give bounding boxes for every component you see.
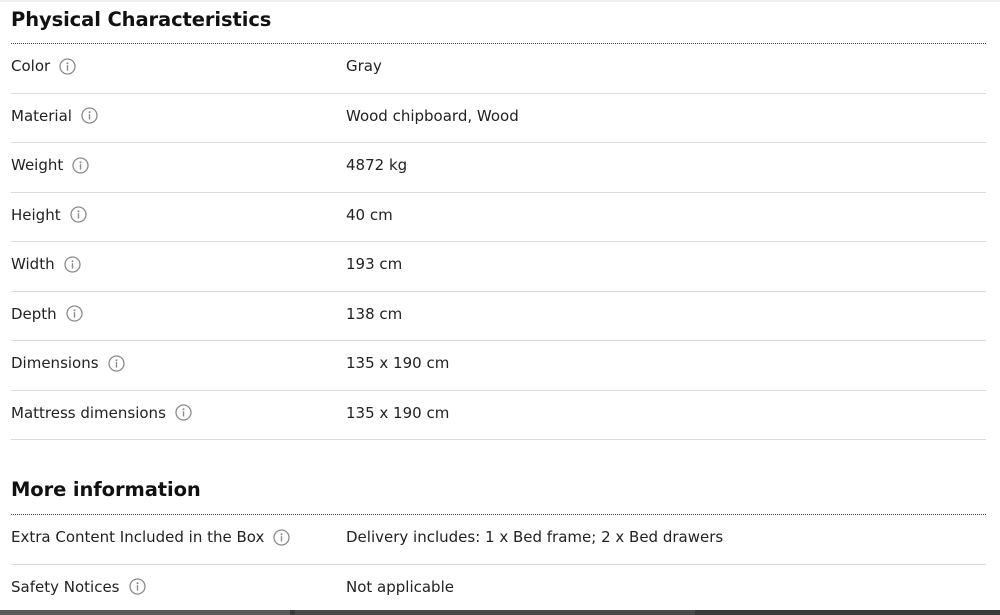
more-information-table	[11, 515, 986, 614]
info-icon[interactable]	[81, 107, 98, 124]
spec-row-safety-notices	[11, 565, 986, 615]
info-icon[interactable]	[273, 529, 290, 546]
spec-label-cell	[11, 304, 83, 324]
spec-value: 40 cm	[346, 205, 393, 224]
spec-value: Wood chipboard, Wood	[346, 106, 519, 125]
spec-value: Delivery includes: 1 x Bed frame; 2 x Bed drawers	[346, 528, 724, 546]
spec-label-cell	[11, 155, 89, 175]
section-title-more: More information	[11, 470, 986, 515]
spec-label-cell	[11, 403, 192, 423]
spec-value: 138 cm	[346, 304, 403, 323]
spec-row-width	[11, 242, 986, 292]
spec-label-cell	[11, 353, 125, 373]
spec-label-cell	[11, 527, 290, 547]
spec-row-height	[11, 193, 986, 243]
spec-value: 4872 kg	[346, 156, 408, 174]
spec-label: Depth	[11, 304, 57, 323]
spec-label-cell	[11, 106, 98, 126]
spec-label: Material	[11, 106, 72, 125]
info-icon[interactable]	[59, 58, 76, 75]
info-icon[interactable]	[64, 256, 81, 273]
spec-label-cell	[11, 254, 81, 274]
spec-value: Gray	[346, 57, 382, 75]
info-icon[interactable]	[108, 355, 125, 372]
spec-value: 135 x 190 cm	[346, 354, 450, 372]
more-information-section	[11, 470, 986, 614]
spec-row-dimensions	[11, 341, 986, 391]
spec-row-mattress-dimensions	[11, 391, 986, 441]
spec-label: Weight	[11, 156, 64, 174]
spec-value: 135 x 190 cm	[346, 403, 450, 422]
section-title-physical: Physical Characteristics	[11, 0, 986, 44]
spec-row-depth	[11, 292, 986, 342]
info-icon[interactable]	[72, 157, 89, 174]
info-icon[interactable]	[66, 305, 83, 322]
spec-label: Safety Notices	[11, 577, 120, 596]
spec-row-color	[11, 44, 986, 94]
physical-characteristics-table	[11, 44, 986, 440]
spec-label: Width	[11, 255, 55, 273]
spec-row-extra-content-included-in-the-box	[11, 515, 986, 565]
spec-label-cell	[11, 56, 76, 76]
info-icon[interactable]	[175, 404, 192, 421]
spec-value: 193 cm	[346, 255, 403, 273]
bottom-scroll-strip	[0, 610, 1000, 615]
spec-value: Not applicable	[346, 577, 454, 596]
spec-label: Height	[11, 205, 61, 224]
spec-label-cell	[11, 205, 87, 225]
spec-label: Dimensions	[11, 354, 99, 372]
info-icon[interactable]	[129, 578, 146, 595]
info-icon[interactable]	[70, 206, 87, 223]
spec-row-weight	[11, 143, 986, 193]
physical-characteristics-section	[11, 0, 986, 440]
spec-row-material	[11, 94, 986, 144]
spec-label: Extra Content Included in the Box	[11, 528, 265, 546]
spec-label: Mattress dimensions	[11, 403, 166, 422]
spec-label: Color	[11, 57, 51, 75]
spec-label-cell	[11, 577, 146, 597]
